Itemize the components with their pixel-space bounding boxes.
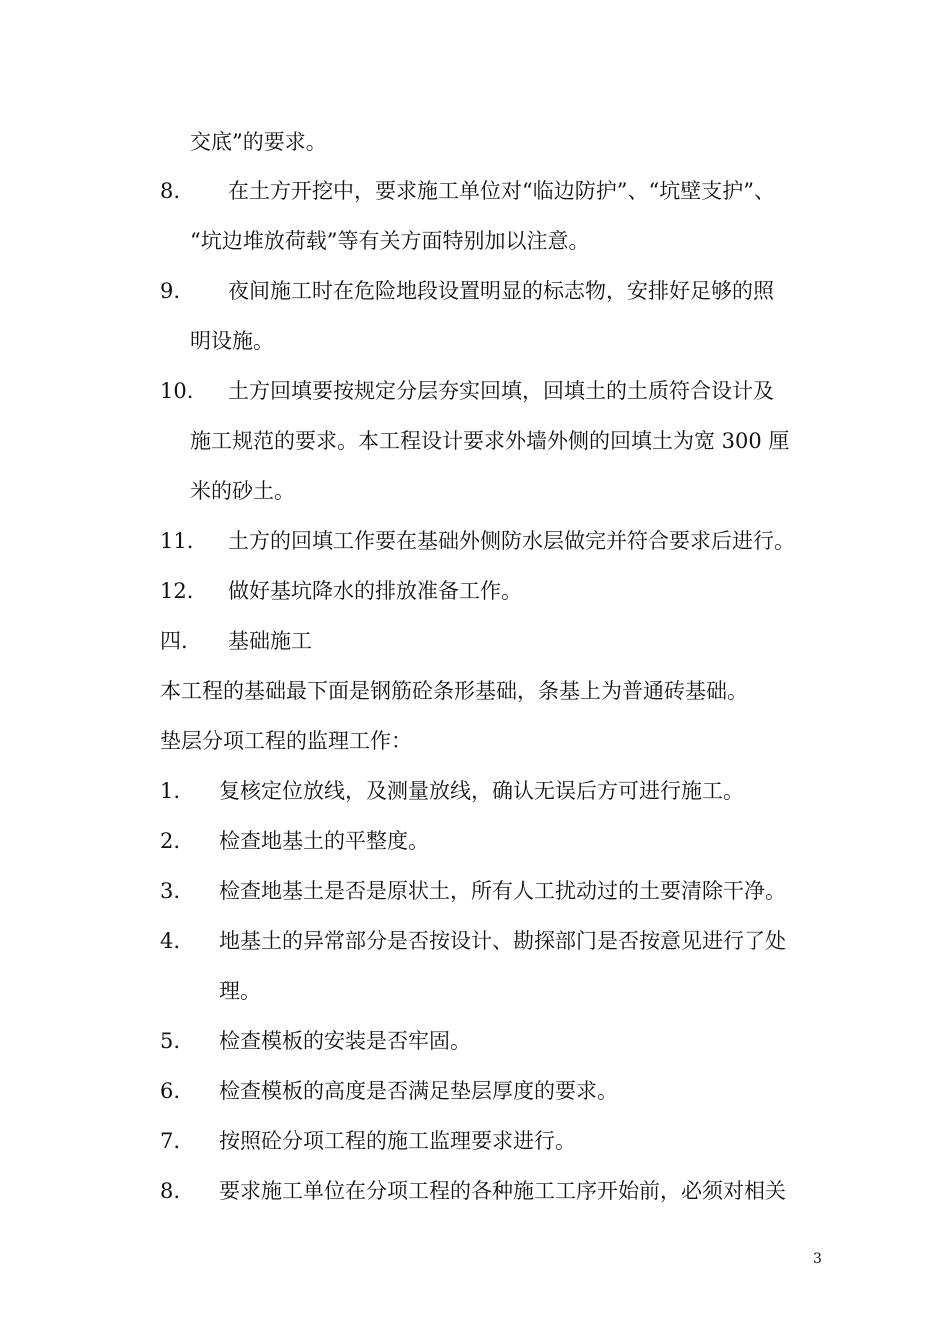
list-item-text: 检查地基土是否是原状土，所有人工扰动过的土要清除干净。 bbox=[219, 879, 786, 903]
continuation-line: 交底”的要求。 bbox=[190, 130, 327, 154]
list-item-text: 检查模板的高度是否满足垫层厚度的要求。 bbox=[219, 1079, 618, 1103]
list-item-text: “坑边堆放荷载”等有关方面特别加以注意。 bbox=[190, 229, 590, 253]
list-number: 3. bbox=[160, 879, 181, 903]
list-number: 9. bbox=[160, 279, 181, 303]
list-item-text: 复核定位放线，及测量放线，确认无误后方可进行施工。 bbox=[219, 779, 744, 803]
list-item-text: 理。 bbox=[219, 979, 261, 1003]
list-number: 1. bbox=[160, 779, 181, 803]
list-item-text: 检查地基土的平整度。 bbox=[219, 829, 429, 853]
list-item-text: 地基土的异常部分是否按设计、勘探部门是否按意见进行了处 bbox=[219, 929, 786, 953]
list-number: 10. bbox=[160, 379, 194, 403]
list-item-text: 在土方开挖中，要求施工单位对“临边防护”、“坑壁支护”、 bbox=[228, 179, 775, 203]
list-number: 8. bbox=[160, 1179, 181, 1203]
list-number: 5. bbox=[160, 1029, 181, 1053]
list-item-text: 施工规范的要求。本工程设计要求外墙外侧的回填土为宽 300 厘 bbox=[190, 429, 790, 453]
list-item-text: 要求施工单位在分项工程的各种施工工序开始前，必须对相关 bbox=[219, 1179, 786, 1203]
list-item-text: 明设施。 bbox=[190, 329, 274, 353]
list-item-text: 土方回填要按规定分层夯实回填，回填土的土质符合设计及 bbox=[228, 379, 774, 403]
section-number: 四. bbox=[160, 629, 188, 653]
list-number: 4. bbox=[160, 929, 181, 953]
list-number: 6. bbox=[160, 1079, 181, 1103]
list-number: 11. bbox=[160, 529, 194, 553]
list-item-text: 按照砼分项工程的施工监理要求进行。 bbox=[219, 1129, 576, 1153]
list-number: 12. bbox=[160, 579, 194, 603]
body-paragraph: 本工程的基础最下面是钢筋砼条形基础，条基上为普通砖基础。 bbox=[160, 679, 748, 703]
page-number: 3 bbox=[813, 1251, 822, 1267]
list-number: 2. bbox=[160, 829, 181, 853]
list-item-text: 米的砂土。 bbox=[190, 479, 295, 503]
list-item-text: 做好基坑降水的排放准备工作。 bbox=[228, 579, 522, 603]
list-number: 7. bbox=[160, 1129, 181, 1153]
subheading: 垫层分项工程的监理工作： bbox=[160, 729, 412, 753]
list-item-text: 夜间施工时在危险地段设置明显的标志物，安排好足够的照 bbox=[228, 279, 774, 303]
list-item-text: 土方的回填工作要在基础外侧防水层做完并符合要求后进行。 bbox=[228, 529, 795, 553]
list-item-text: 检查模板的安装是否牢固。 bbox=[219, 1029, 471, 1053]
section-title: 基础施工 bbox=[228, 629, 312, 653]
list-number: 8. bbox=[160, 179, 181, 203]
